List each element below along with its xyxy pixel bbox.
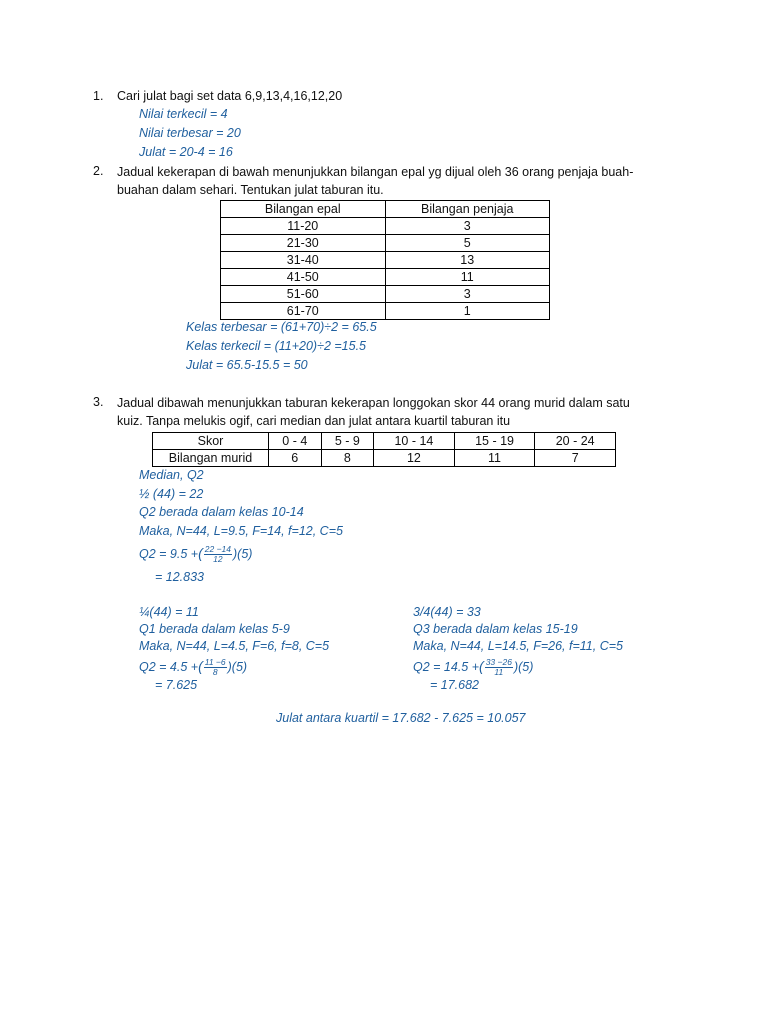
working-line: Maka, N=44, L=4.5, F=6, f=8, C=5 [139,639,330,653]
formula-prefix: Q2 = 4.5 + [139,660,199,674]
fraction-denominator: 8 [212,667,218,678]
formula-prefix: Q2 = 9.5 + [139,547,199,561]
fraction [204,545,232,564]
table-row [221,252,550,269]
question-number: 3. [93,395,104,409]
table-cell: 5 - 9 [321,433,374,450]
table-cell: 5 [385,235,550,252]
table-cell: 3 [385,218,550,235]
fraction-denominator: 12 [213,554,223,565]
table-cell: Skor [153,433,269,450]
working-line: Q3 berada dalam kelas 15-19 [413,622,578,636]
frequency-table [220,200,550,320]
table-cell: 51-60 [221,286,386,303]
working-line: Median, Q2 [139,468,204,482]
fraction-numerator: 11 −6 [204,657,226,668]
table-cell: 15 - 19 [454,433,535,450]
formula-suffix: )(5) [227,660,248,674]
table-row [221,235,550,252]
q3-formula: Q2 = 14.5 +( $\frac{33 -26}{11}$ )(5) [413,657,534,678]
table-row [153,433,616,450]
question-text: Cari julat bagi set data 6,9,13,4,16,12,20 [117,89,343,103]
median-formula: Q2 = 9.5 +( $\frac{22 -14}{12}$ )(5) [139,544,253,565]
table-row [221,303,550,320]
working-line: Maka, N=44, L=9.5, F=14, f=12, C=5 [139,524,343,538]
question-number: 1. [93,89,104,103]
answer-line: Kelas terbesar = (61+70)÷2 = 65.5 [186,320,377,334]
table-cell: 21-30 [221,235,386,252]
table-cell: Bilangan murid [153,450,269,467]
table-cell: 3 [385,286,550,303]
working-line: 3/4(44) = 33 [413,605,481,619]
formula-suffix: )(5) [233,547,253,561]
question-number: 2. [93,164,104,178]
working-line: ½ (44) = 22 [139,487,204,501]
working-line: Q2 berada dalam kelas 10-14 [139,505,304,519]
question-text: Jadual dibawah menunjukkan taburan kekerapan longgokan skor 44 orang murid dalam satu kuiz. Tanpa melukis ogif, cari median dan julat antara kuartil taburan itu [117,396,630,428]
table-cell: 6 [269,450,322,467]
table-cell: 0 - 4 [269,433,322,450]
working-line: ¼(44) = 11 [139,605,199,619]
answer-line: Kelas terkecil = (11+20)÷2 =15.5 [186,339,366,353]
table-row [153,450,616,467]
q1-formula: Q2 = 4.5 +( $\frac{11 -6}{8}$ )(5) [139,657,248,678]
formula-suffix: )(5) [513,660,534,674]
answer-line: Julat = 65.5-15.5 = 50 [186,358,308,372]
table-header-row [221,201,550,218]
table-cell: 11 [385,269,550,286]
table-row [221,269,550,286]
working-line: Maka, N=44, L=14.5, F=26, f=11, C=5 [413,639,623,653]
table-header: Bilangan penjaja [385,201,550,218]
answer-line: Julat = 20-4 = 16 [139,145,233,159]
table-row [221,218,550,235]
q3-result: = 17.682 [430,678,480,692]
table-cell: 11-20 [221,218,386,235]
table-cell: 8 [321,450,374,467]
median-result: = 12.833 [155,570,205,584]
table-cell: 12 [374,450,455,467]
table-header: Bilangan epal [221,201,386,218]
table-cell: 10 - 14 [374,433,455,450]
table-cell: 13 [385,252,550,269]
question-text: Jadual kekerapan di bawah menunjukkan bilangan epal yg dijual oleh 36 orang penjaja buah-buahan dalam sehari. Tentukan julat taburan itu. [117,165,634,197]
q1-result: = 7.625 [155,678,198,692]
fraction-denominator: 11 [494,667,504,678]
answer-line: Nilai terkecil = 4 [139,107,228,121]
conclusion-line: Julat antara kuartil = 17.682 - 7.625 = 10.057 [276,711,526,725]
working-line: Q1 berada dalam kelas 5-9 [139,622,290,636]
fraction [204,658,227,677]
table-row [221,286,550,303]
fraction [485,658,513,677]
table-cell: 41-50 [221,269,386,286]
fraction-numerator: 33 −26 [485,657,512,668]
table-cell: 31-40 [221,252,386,269]
table-cell: 11 [454,450,535,467]
score-table [152,432,616,467]
answer-line: Nilai terbesar = 20 [139,126,241,140]
table-cell: 7 [535,450,616,467]
fraction-numerator: 22 −14 [204,544,231,555]
table-cell: 61-70 [221,303,386,320]
formula-prefix: Q2 = 14.5 + [413,660,480,674]
table-cell: 20 - 24 [535,433,616,450]
table-cell: 1 [385,303,550,320]
